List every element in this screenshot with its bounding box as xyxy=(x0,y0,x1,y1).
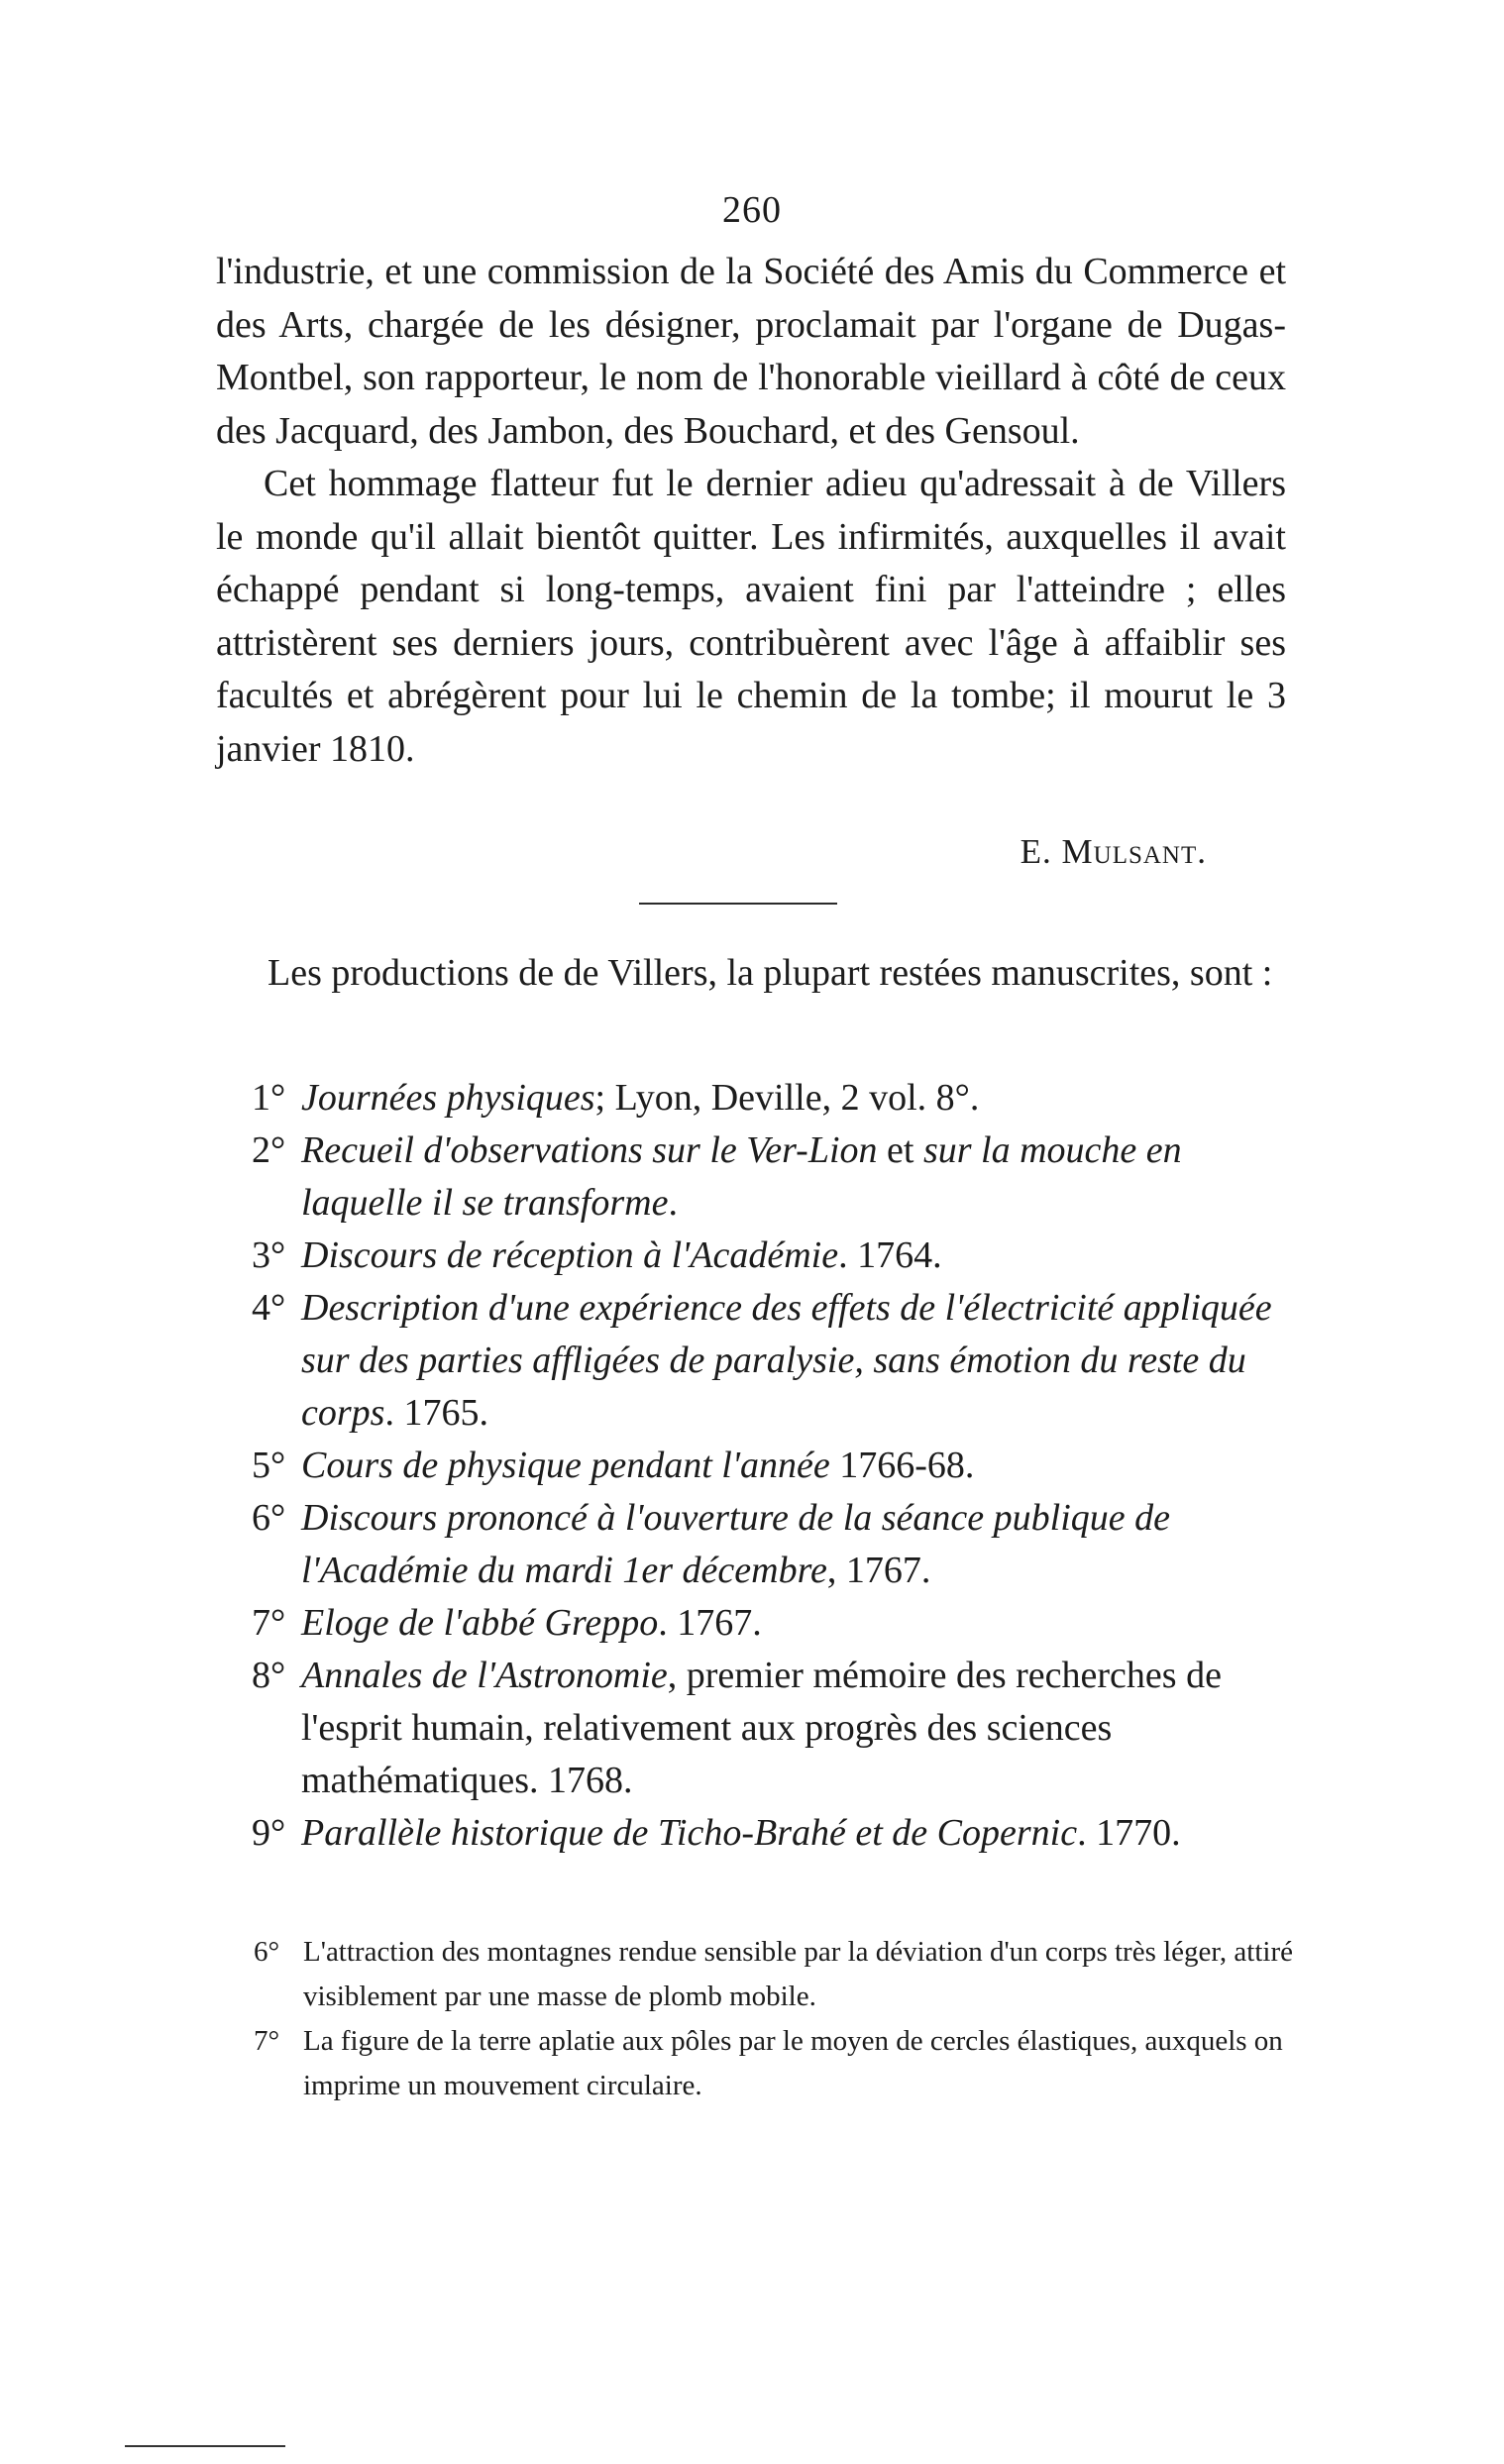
works-list-item xyxy=(252,1492,1300,1597)
work-details: . 1764. xyxy=(838,1234,942,1276)
work-details: , premier mémoire des recherches de l'esprit humain, relativement aux progrès des sciences mathématiques. 1768. xyxy=(301,1655,1222,1801)
work-details: , 1767. xyxy=(826,1550,931,1591)
works-list-item xyxy=(252,1230,1300,1282)
footer-rule xyxy=(125,2445,285,2447)
work-details: 1766-68. xyxy=(829,1445,975,1486)
item-number: 6° xyxy=(252,1497,286,1539)
item-number: 2° xyxy=(252,1129,286,1171)
work-connector: et xyxy=(877,1129,923,1171)
work-title: Journées physiques xyxy=(301,1077,595,1119)
author-signature xyxy=(1021,832,1207,872)
works-list-item xyxy=(252,1807,1300,1860)
works-list-item xyxy=(252,1282,1300,1440)
work-title: Parallèle historique de Ticho-Brahé et de Copernic xyxy=(301,1812,1078,1854)
work-details: . 1770. xyxy=(1077,1812,1181,1854)
item-number: 4° xyxy=(252,1287,286,1329)
item-number: 7° xyxy=(252,1602,286,1644)
signature-initial: E. xyxy=(1020,832,1052,871)
works-list-item xyxy=(252,1072,1300,1125)
note-item xyxy=(254,1930,1300,2019)
works-list-item xyxy=(252,1440,1300,1492)
work-title: Discours prononcé à l'ouverture de la séance publique de l'Académie du mardi 1er décembre xyxy=(301,1497,1171,1591)
work-title: Recueil d'observations sur le Ver-Lion xyxy=(301,1129,878,1171)
work-details: . 1767. xyxy=(658,1602,762,1644)
biography-paragraph-2: Cet hommage flatteur fut le dernier adieu qu'adressait à de Villers le monde qu'il allait bientôt quitter. Les infirmités, auxquelles il avait échappé pendant si long-temps, avaient fini par l'atteindre ; elles attristèrent ses derniers jours, contribuèrent avec l'âge à affaiblir ses facultés et abrégèrent pour lui le chemin de la tombe; il mourut le 3 janvier 1810. xyxy=(216,463,1286,770)
notes-list xyxy=(254,1930,1300,2108)
work-title: Annales de l'Astronomie xyxy=(301,1655,668,1696)
biography-paragraph-1: l'industrie, et une commission de la Société des Amis du Commerce et des Arts, chargée de les désigner, proclamait par l'organe de Dugas-Montbel, son rapporteur, le nom de l'honorable vieillard à côté de ceux des Jacquard, des Jambon, des Bouchard, et des Gensoul. xyxy=(216,251,1286,452)
item-number: 5° xyxy=(252,1445,286,1486)
note-item xyxy=(254,2019,1300,2108)
note-number: 6° xyxy=(254,1936,280,1968)
work-title: Discours de réception à l'Académie xyxy=(301,1234,839,1276)
note-number: 7° xyxy=(254,2025,280,2057)
works-intro: Les productions de de Villers, la plupart restées manuscrites, sont : xyxy=(268,952,1273,994)
biography-text xyxy=(216,246,1286,776)
works-list-item xyxy=(252,1650,1300,1807)
item-number: 9° xyxy=(252,1812,286,1854)
work-title: Cours de physique pendant l'année xyxy=(301,1445,830,1486)
work-details: . xyxy=(668,1182,678,1224)
signature-name: Mulsant. xyxy=(1061,832,1207,871)
section-divider xyxy=(639,903,837,905)
works-list-item xyxy=(252,1597,1300,1650)
work-title: Eloge de l'abbé Greppo xyxy=(301,1602,659,1644)
work-details: . 1765. xyxy=(384,1392,488,1434)
works-list-item xyxy=(252,1125,1300,1230)
note-text: La figure de la terre aplatie aux pôles par le moyen de cercles élastiques, auxquels on imprime un mouvement circulaire. xyxy=(303,2025,1283,2101)
note-text: L'attraction des montagnes rendue sensible par la déviation d'un corps très léger, attiré visiblement par une masse de plomb mobile. xyxy=(303,1936,1293,2012)
item-number: 3° xyxy=(252,1234,286,1276)
work-details: ; Lyon, Deville, 2 vol. 8°. xyxy=(594,1077,980,1119)
work-title: Description d'une expérience des effets de l'électricité appliquée sur des parties affligées de paralysie, sans émotion du reste du corps xyxy=(301,1287,1272,1434)
work-title-continued: sur la mouche en laquelle il se transforme xyxy=(301,1129,1182,1224)
works-list xyxy=(252,1072,1300,1860)
page-number: 260 xyxy=(722,189,782,231)
item-number: 8° xyxy=(252,1655,286,1696)
item-number: 1° xyxy=(252,1077,286,1119)
